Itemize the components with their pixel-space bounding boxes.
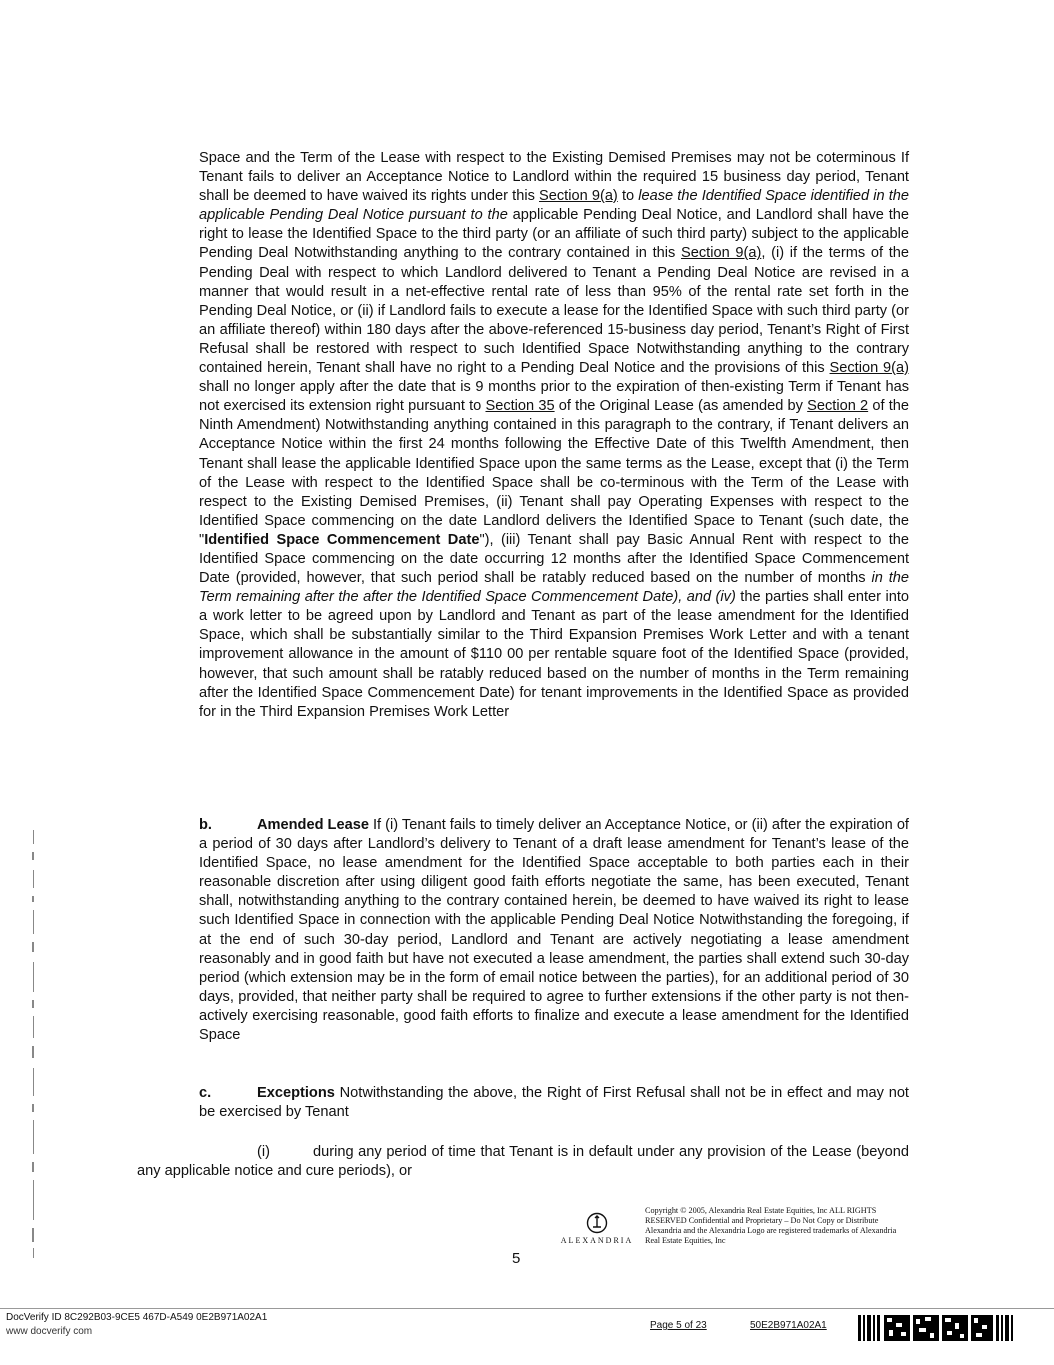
page-of-count: Page 5 of 23 [650,1320,707,1331]
copyright-notice: Copyright © 2005, Alexandria Real Estate Equities, Inc ALL RIGHTS RESERVED Confidential and Proprietary – Do Not Copy or Distribute Alexandria and the Alexandria Logo are registered trademarks of Alexandria Real Estate Equities, Inc [645,1206,897,1245]
section-9a-link-1: Section 9(a) [539,188,618,205]
document-code: 50E2B971A02A1 [750,1320,827,1331]
section-9a-link-3: Section 9(a) [829,360,910,377]
logo-wordmark: ALEXANDRIA [560,1236,634,1245]
item-label-c: c. [199,1085,212,1101]
heading-amended-lease: Amended Lease [257,817,369,833]
paragraph-exception-i: (i) during any period of time that Tenant is in default under any provision of the Lease (beyond any applicable notice and cure periods), or [137,1144,909,1180]
docverify-id: DocVerify ID 8C292B03-9CE5 467D-A549 0E2B971A02A1 [6,1312,268,1323]
paragraph-amended-lease: b. Amended Lease If (i) Tenant fails to timely deliver an Acceptance Notice, or (ii) after the expiration of a period of 30 days after Landlord’s delivery to Tenant of a draft lease amendment for Tenant’s lease of the Identified Space, no lease amendment for the Identified Space acceptable to both parties each in their reasonable discretion after using diligent good faith efforts negotiate the same, has been executed, Tenant shall, notwithstanding anything to the contrary contained herein, be deemed to have waived its right to lease such Identified Space in connection with the applicable Pending Deal Notice Notwithstanding the foregoing, if at the end of such 30-day period, Landlord and Tenant are actively negotiating a lease amendment reasonably and in good faith but have not executed a lease amendment, the parties shall extend such 30-day period (which extension may be in the form of email notice between the parties), for an additional period of 30 days, provided, that neither party shall be required to agree to further extensions if the other party is not then-actively exercising reasonable, good faith efforts to finalize and execute a lease amendment for the Identified Space [199,817,909,1044]
defined-term: Identified Space Commencement Date [204,531,480,548]
barcode-icon [858,1313,1018,1343]
item-label-i: (i) [257,1144,270,1160]
section-35-ref: Section 35 [485,398,555,415]
alexandria-emblem-icon [586,1212,608,1234]
section-2-ref: Section 2 [807,398,869,415]
paragraph-exceptions: c. Exceptions Notwithstanding the above, the Right of First Refusal shall not be in effect and may not be exercised by Tenant [199,1085,909,1121]
paragraph-right-of-first-refusal-continued: Space and the Term of the Lease with respect to the Existing Demised Premises may not be coterminous If Tenant fails to deliver an Acceptance Notice to Landlord within the required 15 business day period, Tenant shall be deemed to have waived its rights under this Section 9(a) to lease the Identified Space identified in the applicable Pending Deal Notice pursuant to the applicable Pending Deal Notice, and Landlord shall have the right to lease the Identified Space to the third party (or an affiliate of such third party) subject to the applicable Pending Deal Notwithstanding anything to the contrary contained in this Section 9(a), (i) if the terms of the Pending Deal with respect to which Landlord delivered to Tenant a Pending Deal Notice are revised in a manner that would result in a net-effective rental rate of less than 95% of the rental rate set forth in the Pending Deal Notice, or (ii) if Landlord fails to execute a lease for the Identified Space with such third party (or an affiliate thereof) within 180 days after the above-referenced 15-business day period, Tenant’s Right of First Refusal shall be restored with respect to such Identified Space Notwithstanding anything to the contrary contained herein, Tenant shall have no right to a Pending Deal Notice and the provisions of this Section 9(a) shall no longer apply after the date that is 9 months prior to the expiration of then-existing Term if Tenant has not exercised its extension right pursuant to Section 35 of the Original Lease (as amended by Section 2 of the Ninth Amendment) Notwithstanding anything contained in this paragraph to the contrary, if Tenant delivers an Acceptance Notice within the first 24 months following the Effective Date of this Twelfth Amendment, then Tenant shall lease the applicable Identified Space upon the same terms as the Lease, except that (i) the Term of the Lease with respect to the Identified Space shall be co-terminous with the Term of the Lease with respect to the Existing Demised Premises, (ii) Tenant shall pay Operating Expenses with respect to the Identified Space commencing on the date Landlord delivers the Identified Space to Tenant (such date, the "Identified Space Commencement Date"), (iii) Tenant shall pay Basic Annual Rent with respect to the Identified Space commencing on the date occurring 12 months after the Identified Space Commencement Date (provided, however, that such period shall be ratably reduced based on the number of months in the Term remaining after the after the Identified Space Commencement Date), and (iv) the parties shall enter into a work letter to be agreed upon by Landlord and Tenant as part of the lease amendment for the Identified Space, which shall be substantially similar to the Third Expansion Premises Work Letter and with a tenant improvement allowance in the amount of $110 00 per rentable square foot of the Identified Space (provided, however, that such amount shall be ratably reduced based on the number of months in the Term remaining after the Identified Space Commencement Date) for tenant improvements in the Identified Space as provided for in the Third Expansion Premises Work Letter [199,150,910,720]
heading-exceptions: Exceptions [257,1085,335,1101]
margin-stamp-text [28,830,40,1260]
footer-divider [0,1308,1054,1309]
docverify-url: www docverify com [6,1326,93,1337]
section-9a-link-2: Section 9(a) [681,245,762,262]
page-number: 5 [512,1250,521,1267]
alexandria-logo [557,1212,637,1245]
item-label-b: b. [199,817,212,833]
